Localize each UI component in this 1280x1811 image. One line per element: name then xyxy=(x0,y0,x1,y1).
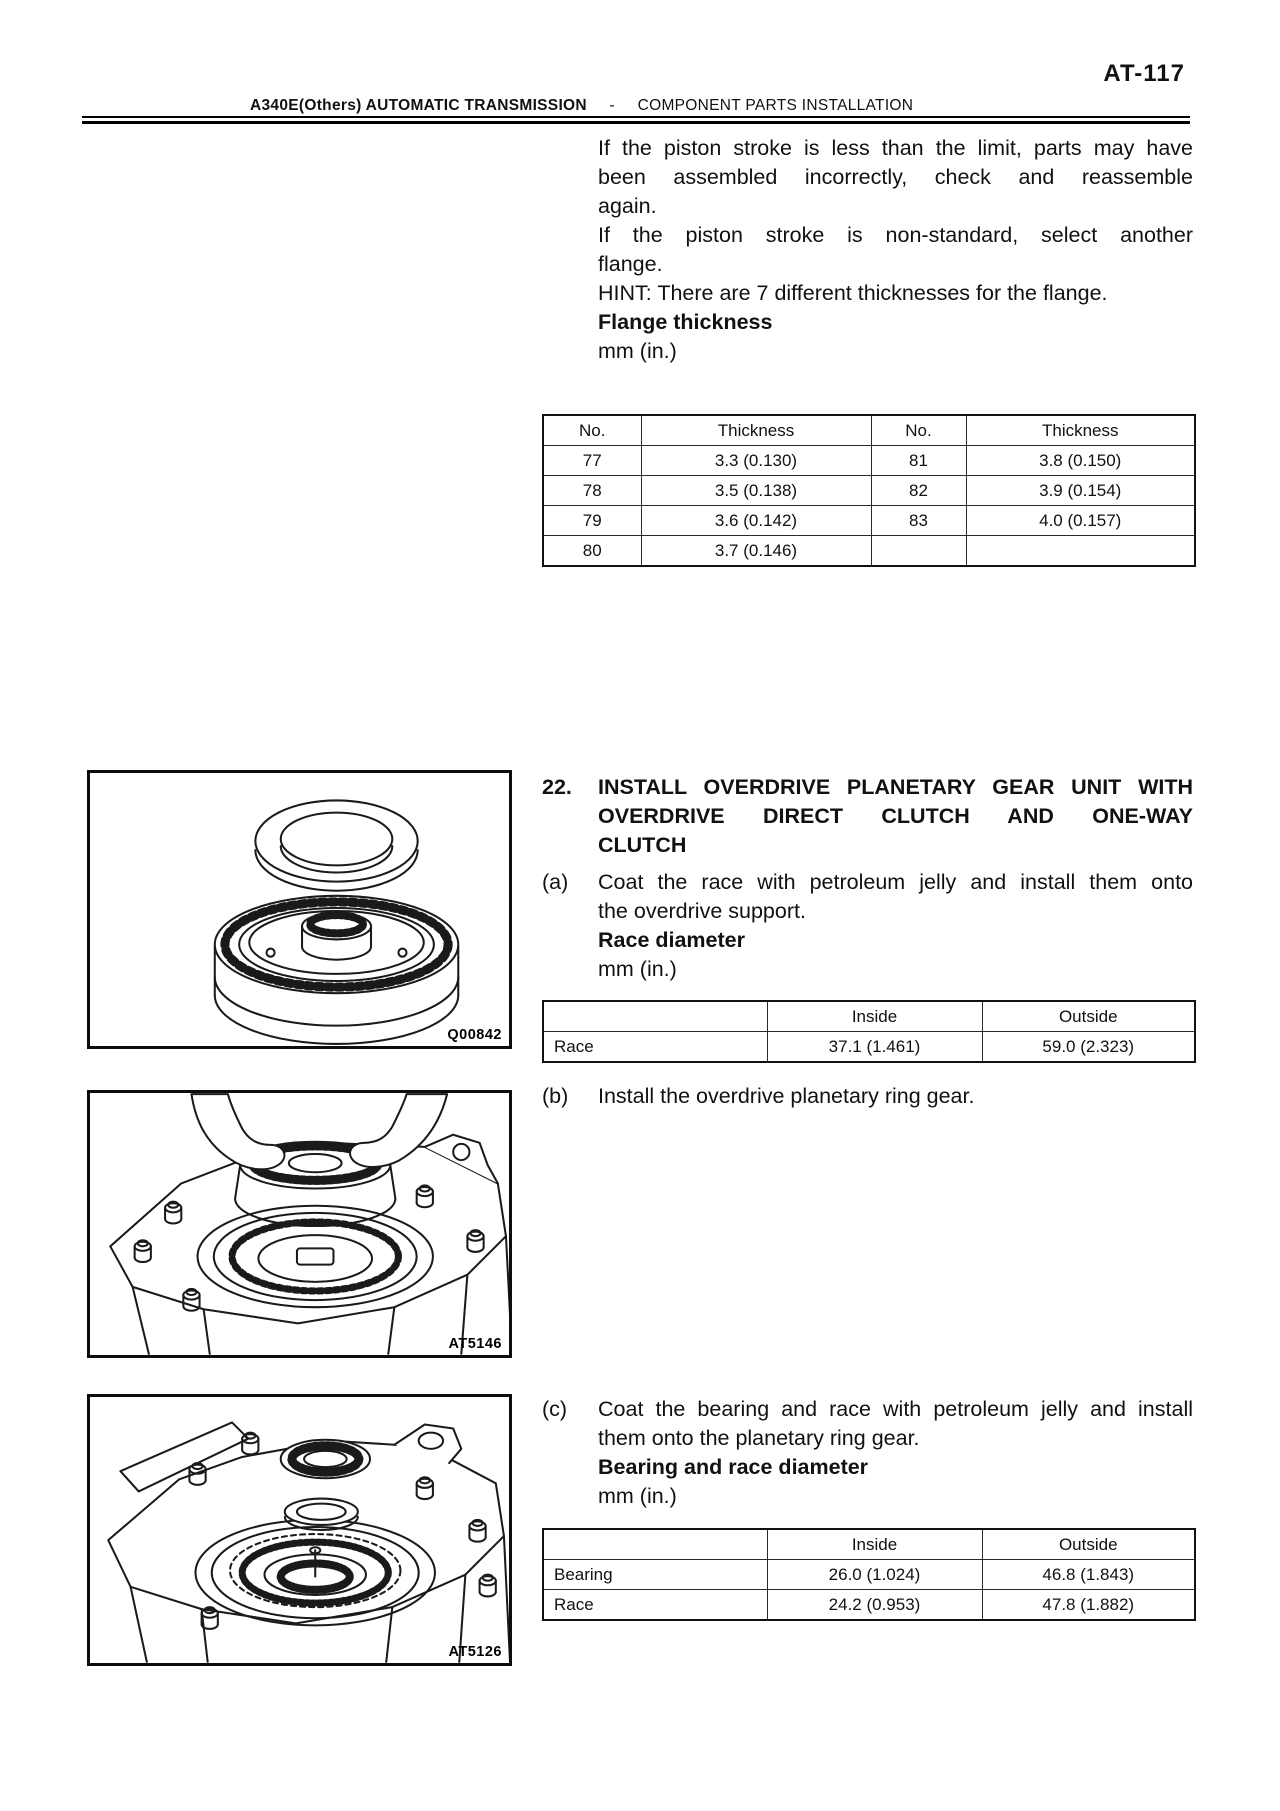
column-header: No. xyxy=(543,415,641,446)
text-line: the overdrive support. xyxy=(598,899,806,923)
figure-race-and-clutch-drum xyxy=(87,770,512,1049)
table-cell: 3.6 (0.142) xyxy=(641,506,871,536)
column-header xyxy=(543,1001,767,1032)
step-label: (b) xyxy=(542,1084,569,1108)
text-line: mm (in.) xyxy=(598,1484,677,1508)
text-line: HINT: There are 7 different thicknesses for the flange. xyxy=(598,281,1108,305)
figure-code: AT5126 xyxy=(448,1644,502,1660)
text-line: Bearing and race diameter xyxy=(598,1455,869,1479)
table-row xyxy=(543,1590,1195,1621)
step-label: (c) xyxy=(542,1397,568,1421)
table-cell: 24.2 (0.953) xyxy=(767,1590,982,1621)
table-cell: 79 xyxy=(543,506,641,536)
table-row xyxy=(543,446,1195,476)
step-c xyxy=(542,1395,1193,1511)
table-cell: 81 xyxy=(871,446,966,476)
table-cell: 77 xyxy=(543,446,641,476)
text-line: INSTALL OVERDRIVE PLANETARY GEAR UNIT WITH xyxy=(598,775,1193,799)
step-label: (a) xyxy=(542,870,569,894)
text-line: mm (in.) xyxy=(598,957,677,981)
table-row xyxy=(543,506,1195,536)
text-line: them onto the planetary ring gear. xyxy=(598,1426,920,1450)
table-cell: Race xyxy=(543,1032,767,1063)
header-section-title: A340E(Others) AUTOMATIC TRANSMISSION xyxy=(250,97,587,114)
table-cell: 26.0 (1.024) xyxy=(767,1560,982,1590)
table-cell: 3.8 (0.150) xyxy=(966,446,1195,476)
step-b xyxy=(542,1082,1193,1111)
text-line: If the piston stroke is non-standard, select another xyxy=(598,223,1193,247)
table-cell: 37.1 (1.461) xyxy=(767,1032,982,1063)
install-gear-unit-illustration xyxy=(90,1093,509,1355)
step-number: 22. xyxy=(542,775,572,799)
text-line: Race diameter xyxy=(598,928,745,952)
table-row xyxy=(543,536,1195,567)
text-line: If the piston stroke is less than the limit, parts may have xyxy=(598,136,1193,160)
column-header: Outside xyxy=(982,1001,1195,1032)
table-header-row xyxy=(543,1001,1195,1032)
race-diameter-table xyxy=(542,1000,1196,1063)
bearing-race-illustration xyxy=(90,1397,509,1663)
table-cell: 46.8 (1.843) xyxy=(982,1560,1195,1590)
column-header: Inside xyxy=(767,1529,982,1560)
text-line: OVERDRIVE DIRECT CLUTCH AND ONE-WAY xyxy=(598,804,1193,828)
column-header: Thickness xyxy=(966,415,1195,446)
table-cell: 80 xyxy=(543,536,641,567)
table-row xyxy=(543,1032,1195,1063)
clutch-drum-illustration xyxy=(90,773,509,1046)
intro-paragraph xyxy=(598,134,1193,366)
table-cell: 3.9 (0.154) xyxy=(966,476,1195,506)
figure-install-gear-unit xyxy=(87,1090,512,1358)
table-cell xyxy=(871,536,966,567)
page-number: AT-117 xyxy=(1103,60,1185,87)
column-header: Thickness xyxy=(641,415,871,446)
column-header: Outside xyxy=(982,1529,1195,1560)
figure-code: Q00842 xyxy=(447,1027,502,1043)
step-text: Install the overdrive planetary ring gear. xyxy=(598,1084,975,1108)
text-line: CLUTCH xyxy=(598,833,687,857)
table-cell: 82 xyxy=(871,476,966,506)
table-cell xyxy=(966,536,1195,567)
text-line: again. xyxy=(598,194,657,218)
column-header xyxy=(543,1529,767,1560)
table-cell: 4.0 (0.157) xyxy=(966,506,1195,536)
step-text xyxy=(598,868,1193,984)
table-row xyxy=(543,476,1195,506)
text-line: Flange thickness xyxy=(598,310,773,334)
table-cell: 59.0 (2.323) xyxy=(982,1032,1195,1063)
step-text xyxy=(598,1395,1193,1511)
bearing-race-diameter-table xyxy=(542,1528,1196,1621)
text-line: been assembled incorrectly, check and reassemble xyxy=(598,165,1193,189)
text-line: mm (in.) xyxy=(598,339,677,363)
step-22-heading xyxy=(542,773,1193,860)
column-header: No. xyxy=(871,415,966,446)
table-cell: 83 xyxy=(871,506,966,536)
table-cell: Bearing xyxy=(543,1560,767,1590)
figure-bearing-race-install xyxy=(87,1394,512,1666)
step-a xyxy=(542,868,1193,984)
table-header-row xyxy=(543,415,1195,446)
table-header-row xyxy=(543,1529,1195,1560)
table-cell: 78 xyxy=(543,476,641,506)
table-cell: 3.5 (0.138) xyxy=(641,476,871,506)
figure-code: AT5146 xyxy=(448,1336,502,1352)
header-separator: - xyxy=(609,97,615,114)
table-cell: 3.7 (0.146) xyxy=(641,536,871,567)
step-title xyxy=(598,773,1193,860)
text-line: Coat the bearing and race with petroleum jelly and install xyxy=(598,1397,1193,1421)
header-rule xyxy=(82,116,1190,124)
column-header: Inside xyxy=(767,1001,982,1032)
header-subsection-title: COMPONENT PARTS INSTALLATION xyxy=(637,97,914,114)
text-line: Coat the race with petroleum jelly and install them onto xyxy=(598,870,1193,894)
document-header xyxy=(250,97,913,115)
table-cell: 47.8 (1.882) xyxy=(982,1590,1195,1621)
text-line: flange. xyxy=(598,252,663,276)
flange-thickness-table xyxy=(542,414,1196,567)
table-cell: 3.3 (0.130) xyxy=(641,446,871,476)
table-cell: Race xyxy=(543,1590,767,1621)
table-row xyxy=(543,1560,1195,1590)
